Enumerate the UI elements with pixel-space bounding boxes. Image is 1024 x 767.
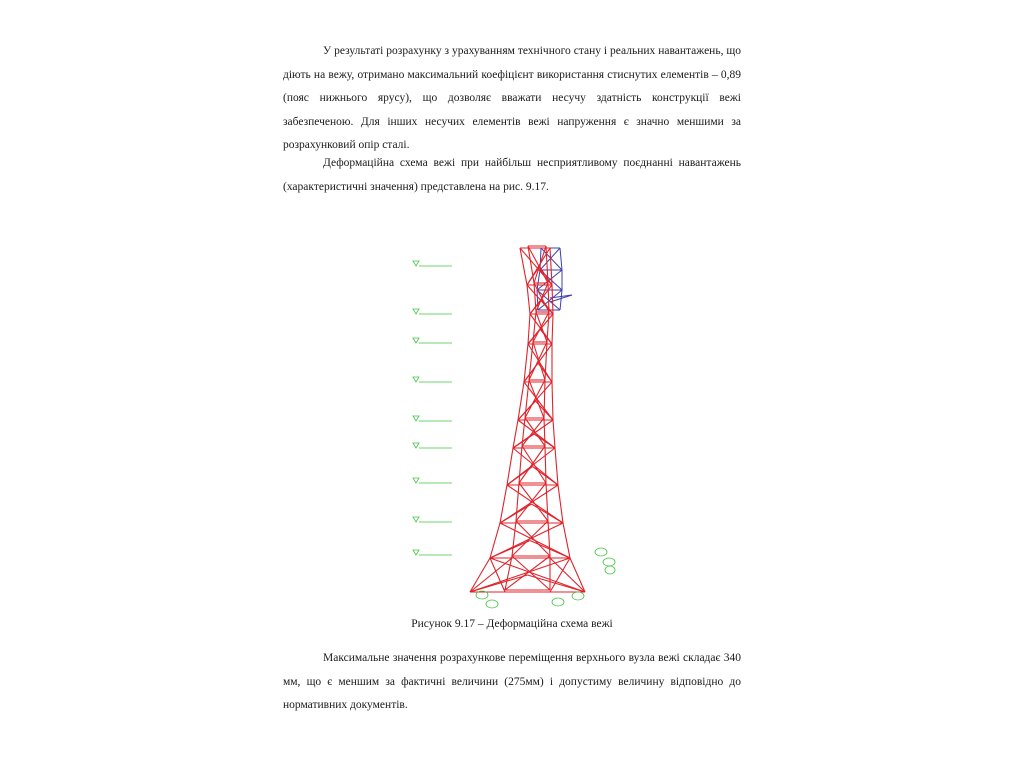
level-marker [413, 443, 452, 448]
support-marker [552, 598, 564, 606]
support-marker [572, 592, 584, 600]
paragraph-results: У результаті розрахунку з урахуванням технічного стану і реальних навантажень, що діють на вежу, отримано максимальний коефіцієнт використання стиснутих елементів – 0,89 (пояс нижнього ярусу), що дозволяє вважати несучу здатність конструкції вежі забезпеченою. Для інших несучих елементів вежі напруження є значно меншими за розрахунковий опір сталі. [283, 45, 741, 151]
tower-deformation-figure [400, 240, 640, 615]
support-marker [603, 558, 615, 566]
level-marker [413, 517, 452, 522]
level-marker [413, 309, 452, 314]
level-marker [413, 550, 452, 555]
support-marker [486, 600, 498, 608]
paragraph-deformation-scheme: Деформаційна схема вежі при найбільш несприятливому поєднанні навантажень (характеристичні значення) представлена на рис. 9.17. [283, 157, 741, 193]
level-marker [413, 338, 452, 343]
level-marker [413, 478, 452, 483]
level-marker [413, 377, 452, 382]
level-marker [413, 416, 452, 421]
support-marker [605, 566, 615, 574]
paragraph-displacement: Максимальне значення розрахункове переміщення верхнього вузла вежі складає 340 мм, що є меншим за фактичні величини (275мм) і допустиму величину відповідно до нормативних документів. [283, 652, 741, 711]
figure-caption: Рисунок 9.17 – Деформаційна схема вежі [411, 618, 613, 630]
support-marker [595, 548, 607, 556]
deformed-tower [470, 246, 585, 592]
level-markers [413, 261, 452, 555]
level-marker [413, 261, 452, 266]
